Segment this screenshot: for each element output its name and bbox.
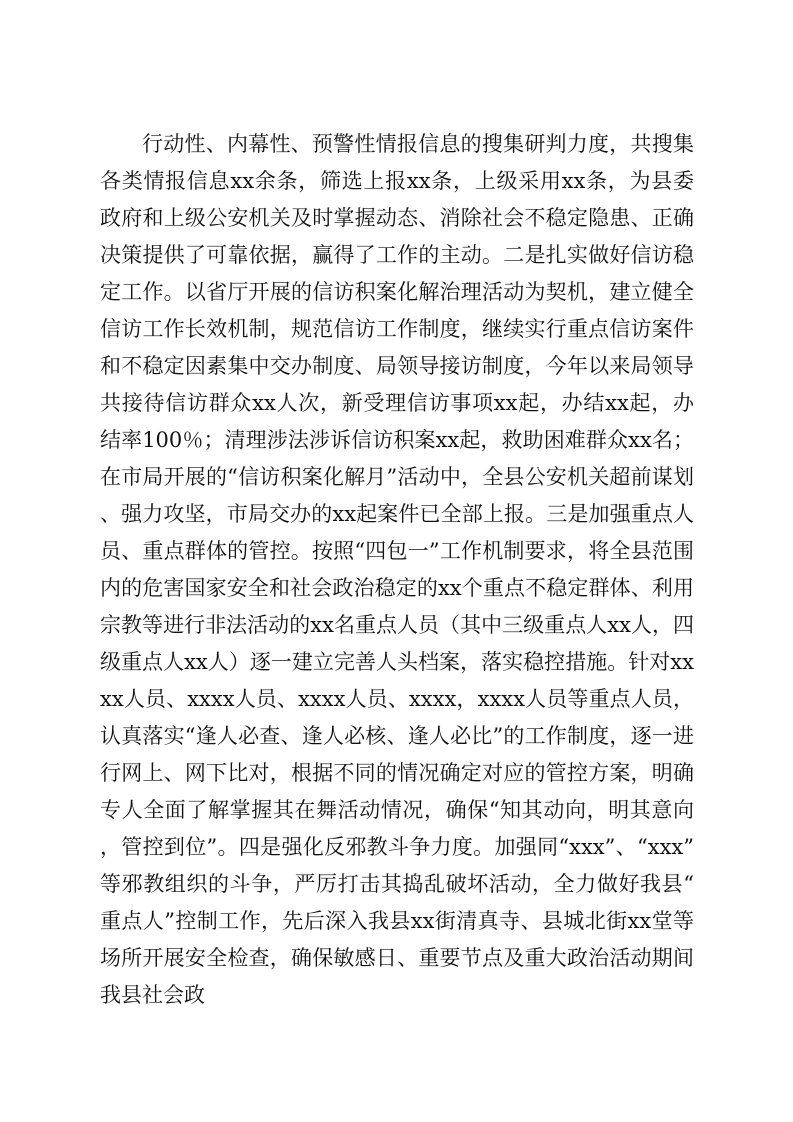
document-body	[100, 126, 694, 1014]
body-paragraph: 行动性、内幕性、预警性情报信息的搜集研判力度，共搜集各类情报信息xx余条，筛选上报xx条，上级采用xx条，为县委政府和上级公安机关及时掌握动态、消除社会不稳定隐患、正确决策提供了可靠依据，赢得了工作的主动。二是扎实做好信访稳定工作。以省厅开展的信访积案化解治理活动为契机，建立健全信访工作长效机制，规范信访工作制度，继续实行重点信访案件和不稳定因素集中交办制度、局领导接访制度，今年以来局领导共接待信访群众xx人次，新受理信访事项xx起，办结xx起，办结率100％；清理涉法涉诉信访积案xx起，救助困难群众xx名；在市局开展的“信访积案化解月”活动中，全县公安机关超前谋划、强力攻坚，市局交办的xx起案件已全部上报。三是加强重点人员、重点群体的管控。按照“四包一”工作机制要求，将全县范围内的危害国家安全和社会政治稳定的xx个重点不稳定群体、利用宗教等进行非法活动的xx名重点人员（其中三级重点人xx人，四级重点人xx人）逐一建立完善人头档案，落实稳控措施。针对xxxx人员、xxxx人员、xxxx人员、xxxx，xxxx人员等重点人员，认真落实“逢人必查、逢人必核、逢人必比”的工作制度，逐一进行网上、网下比对，根据不同的情况确定对应的管控方案，明确专人全面了解掌握其在舞活动情况，确保“知其动向，明其意向，管控到位”。四是强化反邪教斗争力度。加强同“xxx”、“xxx”等邪教组织的斗争，严厉打击其捣乱破坏活动，全力做好我县“重点人”控制工作，先后深入我县xx街清真寺、县城北街xx堂等场所开展安全检查，确保敏感日、重要节点及重大政治活动期间我县社会政	[100, 132, 694, 1007]
